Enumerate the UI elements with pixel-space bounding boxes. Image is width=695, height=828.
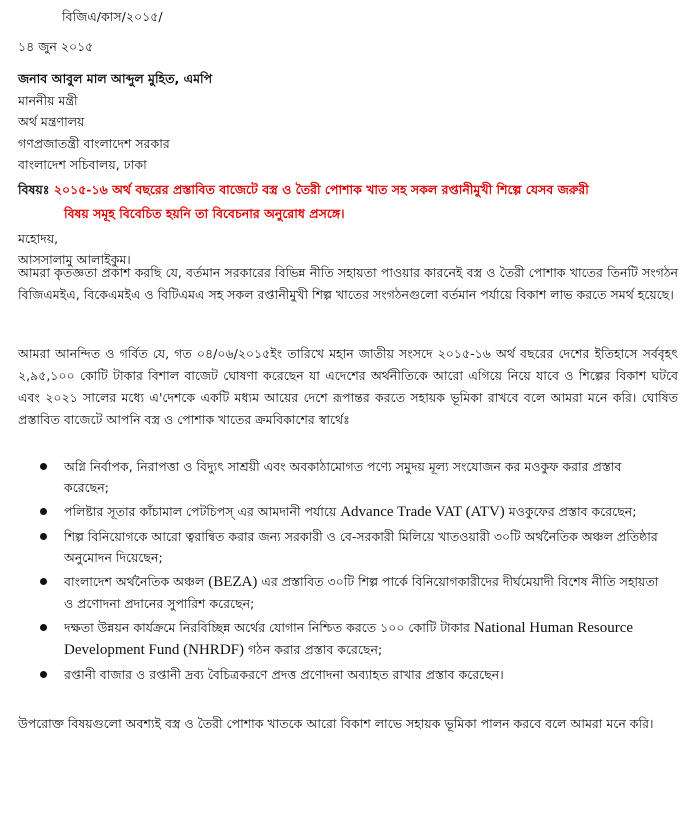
salutation: মহোদয়, xyxy=(18,231,59,246)
atv-term: Advance Trade VAT (ATV) xyxy=(340,504,505,520)
bullet-icon xyxy=(40,508,47,515)
reference-number: বিজিএ/কাস/২০১৫/ xyxy=(62,9,163,24)
list-item: বাংলাদেশ অর্থনৈতিক অঞ্চল (BEZA) এর প্রস্তাবিত ৩০টি শিল্প পার্কে বিনিয়োগকারীদের দীর্ঘমেয়াদী বিশেষ নীতি সহায়তা ও প্রণোদনা প্রদানের সুপারিশ করেছেন; xyxy=(38,571,668,614)
proposal-list xyxy=(38,456,668,688)
beza-term: (BEZA) xyxy=(208,574,258,590)
paragraph-gratitude: আমরা কৃতজ্ঞতা প্রকাশ করছি যে, বর্তমান সরকারের বিভিন্ন নীতি সহায়তা পাওয়ার কারনেই বস্ত্র ও তৈরী পোশাক খাতের তিনটি সংগঠন বিজিএমইএ, বিকেএমইএ ও বিটিএমএ সহ সকল রপ্তানীমুখী শিল্প খাতের সংগঠনগুলো বর্তমান পর্যায়ে বিকাশ লাভ করতে সমর্থ হয়েছে। xyxy=(18,265,678,302)
letter-date: ১৪ জুন ২০১৫ xyxy=(18,39,94,54)
list-item: শিল্প বিনিয়োগকে আরো ত্বরান্বিত করার জন্য সরকারী ও বে-সরকারী মিলিয়ে খাতওয়ারী ৩০টি অর্থনৈতিক অঞ্চল প্রতিষ্ঠার অনুমোদন দিয়েছেন; xyxy=(38,526,668,568)
recipient-address: বাংলাদেশ সচিবালয়, ঢাকা xyxy=(18,157,147,172)
greeting: আসসালামু আলাইকুম। xyxy=(18,252,131,267)
subject-label: বিষয়ঃ xyxy=(18,182,50,197)
nhrdf-term: National Human Resource Development Fund (NHRDF) xyxy=(64,620,634,658)
recipient-government: গণপ্রজাতন্ত্রী বাংলাদেশ সরকার xyxy=(18,135,170,151)
list-item: পলিষ্টার সূতার কাঁচামাল পেটচিপস্ এর আমদানী পর্যায়ে Advance Trade VAT (ATV) মওকুফের প্রস্তাব করেছেন; xyxy=(38,501,668,523)
recipient-name: জনাব আবুল মাল আব্দুল মুহিত, এমপি xyxy=(18,71,213,86)
paragraph-closing: উপরোক্ত বিষয়গুলো অবশ্যই বস্ত্র ও তৈরী পোশাক খাতকে আরো বিকাশ লাভে সহায়ক ভূমিকা পালন করবে বলে আমরা মনে করি। xyxy=(18,716,654,731)
list-item: দক্ষতা উন্নয়ন কার্যক্রমে নিরবিচ্ছিন্ন অর্থের যোগান নিশ্চিত করতে ১০০ কোটি টাকার National Human Resource Development Fund (NHRDF) গঠন করার প্রস্তাব করেছেন; xyxy=(38,617,668,661)
paragraph-budget: আমরা আনন্দিত ও গর্বিত যে, গত ০৪/০৬/২০১৫ইং তারিখে মহান জাতীয় সংসদে ২০১৫-১৬ অর্থ বছরের দেশের ইতিহাসে সর্ববৃহৎ ২,৯৫,১০০ কোটি টাকার বিশাল বাজেট ঘোষণা করেছেন যা এদেশের অর্থনীতিকে আরো এগিয়ে নিয়ে যাবে ও শিল্পের বিকাশ ঘটবে এবং ২০২১ সালের মধ্যে এ'দেশকে একটি মধ্যম আয়ের দেশে রূপান্তর করতে সহায়ক ভূমিকা রাখবে বলে আমরা মনে করি। ঘোষিত প্রস্তাবিত বাজেটে আপনি বস্ত্র ও পোশাক খাতের ক্রমবিকাশের স্বার্থেঃ xyxy=(18,346,678,427)
bullet-icon xyxy=(40,671,47,678)
bullet-icon xyxy=(40,624,47,631)
bullet-icon xyxy=(40,578,47,585)
bullet-icon xyxy=(40,463,47,470)
recipient-ministry: অর্থ মন্ত্রণালয় xyxy=(18,114,85,129)
recipient-title: মাননীয় মন্ত্রী xyxy=(18,92,78,108)
subject-line-2: বিষয় সমূহ বিবেচিত হয়নি তা বিবেচনার অনুরোধ প্রসঙ্গে। xyxy=(64,206,345,221)
bullet-icon xyxy=(40,533,47,540)
subject-block xyxy=(18,178,678,226)
list-item: রপ্তানী বাজার ও রপ্তানী দ্রব্য বৈচিত্রকরণে প্রদত্ত প্রণোদনা অব্যাহত রাখার প্রস্তাব করেছেন। xyxy=(38,664,668,685)
recipient-address-block xyxy=(18,68,212,176)
subject-line-1: ২০১৫-১৬ অর্থ বছরের প্রস্তাবিত বাজেটে বস্ত্র ও তৈরী পোশাক খাত সহ সকল রপ্তানীমুখী শিল্পে যেসব জরুরী xyxy=(53,182,589,197)
list-item: অগ্নি নির্বাপক, নিরাপত্তা ও বিদ্যুৎ সাশ্রয়ী এবং অবকাঠামোগত পণ্যে সমুদয় মূল্য সংযোজন কর মওকুফ করার প্রস্তাব করেছেন; xyxy=(38,456,668,498)
